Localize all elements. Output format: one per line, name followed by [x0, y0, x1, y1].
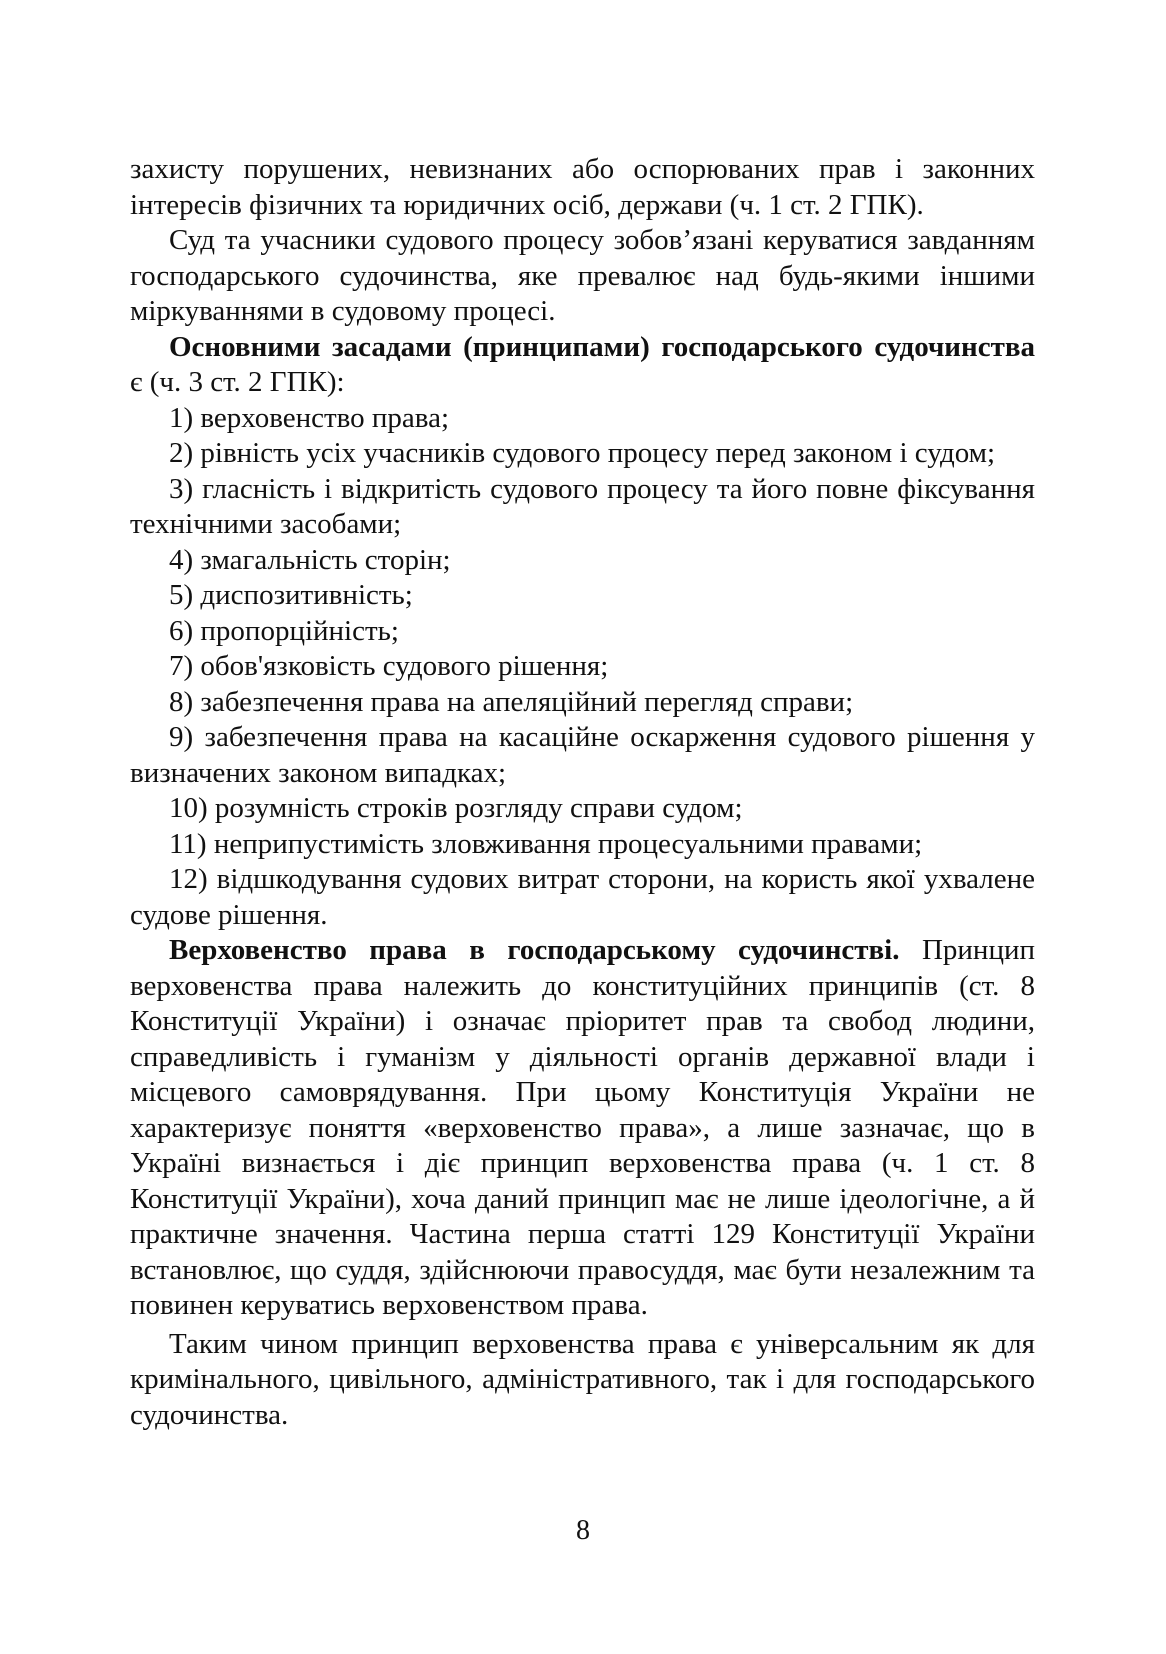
paragraph-principles-intro — [130, 330, 1035, 401]
list-item: 5) диспозитивність; — [169, 579, 413, 611]
list-item: 12) відшкодування судових витрат сторони, на користь якої ухвалене судове рішення. — [130, 863, 1035, 931]
list-item: 7) обов'язковість судового рішення; — [169, 650, 609, 682]
paragraph-conclusion: Таким чином принцип верховенства права є універсальним як для кримінального, цивільного, адміністративного, так і для господарського судочинства. — [130, 1327, 1035, 1431]
list-item: 2) рівність усіх учасників судового процесу перед законом і судом; — [169, 437, 996, 469]
principles-heading: Основними засадами (принципами) господарського судочинства — [169, 330, 1035, 363]
list-item: 9) забезпечення права на касаційне оскарження судового рішення у визначених законом випадках; — [130, 721, 1035, 789]
list-item: 6) пропорційність; — [169, 614, 399, 647]
rule-of-law-heading: Верховенство права в господарському судочинстві. — [169, 934, 900, 966]
list-item: 1) верховенство права; — [169, 401, 450, 434]
principles-heading-ref: є (ч. 3 ст. 2 ГПК): — [130, 366, 345, 398]
list-item: 11) неприпустимість зловживання процесуальними правами; — [169, 827, 923, 860]
list-item: 4) змагальність сторін; — [169, 543, 451, 576]
list-item: 8) забезпечення права на апеляційний перегляд справи; — [169, 685, 854, 718]
paragraph-continuation: захисту порушених, невизнаних або оспорюваних прав і законних інтересів фізичних та юридичних осіб, держави (ч. 1 ст. 2 ГПК). — [130, 153, 1035, 221]
rule-of-law-text: Принцип верховенства права належить до конституційних принципів (ст. 8 Конституції України) і означає пріоритет прав та свобод людини, справедливість і гуманізм у діяльності органів державної влади і місцевого самоврядування. При цьому Конституція України не характеризує поняття «верховенство права», а лише зазначає, що в Україні визнається і діє принцип верховенства права (ч. 1 ст. 8 Конституції України), хоча даний принцип має не лише ідеологічне, а й практичне значення. Частина перша статті 129 Конституції України встановлює, що суддя, здійснюючи правосуддя, має бути незалежним та повинен керуватись верховенством права. — [130, 934, 1035, 1321]
paragraph-court-obligation: Суд та учасники судового процесу зобов’язані керуватися завданням господарського судочинства, яке превалює над будь-якими іншими міркуваннями в судовому процесі. — [130, 224, 1035, 327]
list-item: 10) розумність строків розгляду справи судом; — [169, 792, 743, 824]
principles-list — [130, 401, 1035, 934]
page-body — [130, 152, 1035, 1433]
paragraph-rule-of-law — [130, 933, 1035, 1324]
list-item: 3) гласність і відкритість судового процесу та його повне фіксування технічними засобами; — [130, 472, 1035, 540]
page-number: 8 — [576, 1515, 590, 1546]
